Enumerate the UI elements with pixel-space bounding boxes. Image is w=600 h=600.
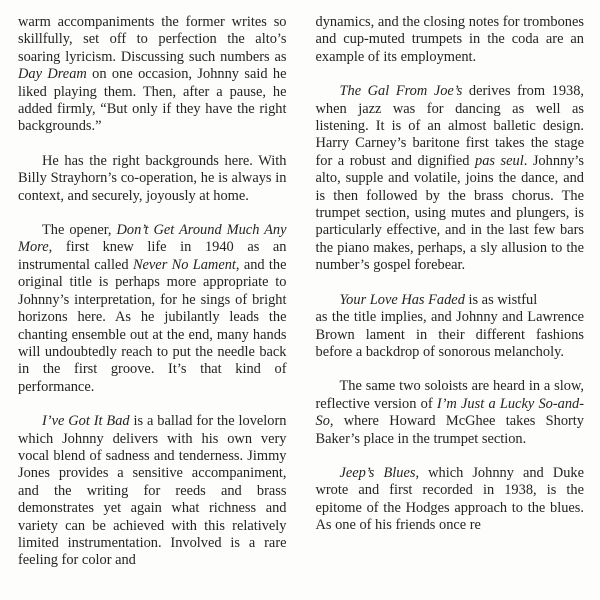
song-title: Jeep’s Blues	[339, 464, 416, 481]
text-run: He has the right backgrounds here. With Billy Strayhorn’s co-operation, he is always in context, and securely, joyously at home.	[18, 152, 287, 204]
text-run: The same two soloists are heard in a slow, reflective version of	[315, 378, 584, 412]
paragraph	[18, 153, 287, 205]
text-run: , first knew life in 1940 as an instrumental called	[18, 239, 287, 273]
paragraph	[316, 465, 585, 535]
text-run: , where Howard McGhee takes Shorty Baker’s place in the trumpet section.	[315, 413, 584, 447]
song-title: Never No Lament	[132, 256, 236, 273]
text-run: on one occasion, Johnny said he liked playing them. Then, after a pause, he added firmly, “But only if they have the right backgrounds.”	[18, 66, 287, 135]
italic-phrase: pas seul	[475, 152, 524, 169]
song-title: Don’t Get Around Much Any More	[18, 222, 287, 256]
song-title: I’m Just a Lucky So-and-So	[315, 395, 585, 430]
text-run: derives from 1938, when jazz was for dancing as well as listening. It is of an almost balletic design. Harry Carney’s baritone first takes the stage for a robust and dignified	[315, 83, 584, 169]
paragraph	[316, 14, 585, 66]
paragraph	[316, 83, 585, 274]
song-title: The Gal From Joe’s	[339, 83, 463, 100]
text-run: is a ballad for the lovelorn which Johnny delivers with his own very vocal blend of sadness and tenderness. Jimmy Jones provides a sensitive accompaniment, and the writing for reeds and brass demonstrates yet again what richness and variety can be achieved with this relatively limited instrumentation. Involved is a rare feeling for color and	[18, 413, 287, 569]
paragraph	[18, 413, 287, 570]
text-run: as the title implies, and Johnny and Lawrence Brown lament in their different fashions before a backdrop of sonorous melancholy.	[315, 309, 584, 360]
paragraph	[316, 292, 585, 362]
song-title: I’ve Got It Bad	[42, 413, 130, 430]
paragraph	[316, 378, 585, 448]
text-run: , which Johnny and Duke wrote and first recorded in 1938, is the epitome of the Hodges approach to the blues. As one of his friends once re	[315, 464, 584, 534]
text-column-left	[18, 14, 287, 600]
song-title: Day Dream	[18, 66, 87, 83]
text-run: The opener,	[42, 222, 117, 239]
text-run: , and the original title is perhaps more appropriate to Johnny’s interpretation, for he sings of bright horizons here. As he jubilantly leads the chanting ensemble out at the end, many hands will undoubtedly reach to put the needle back in the first groove. It’s that kind of performance.	[18, 256, 287, 395]
text-run: warm accompaniments the former writes so skillfully, set off to perfection the alto’s soaring lyricism. Discussing such numbers as	[18, 14, 287, 65]
paragraph	[18, 222, 287, 396]
text-run: dynamics, and the closing notes for trombones and cup-muted trumpets in the coda are an example of its employment.	[315, 14, 584, 65]
text-run: . Johnny’s alto, supple and volatile, joins the dance, and is then followed by the brass chorus. The trumpet section, using mutes and plungers, is particularly effective, and in the last few bars the piano makes, perhaps, a sly allusion to the number’s gospel forebear.	[315, 152, 584, 274]
text-run: is as wistful	[464, 291, 538, 308]
text-column-right	[316, 14, 585, 600]
song-title: Your Love Has Faded	[339, 291, 465, 308]
paragraph	[18, 14, 287, 136]
